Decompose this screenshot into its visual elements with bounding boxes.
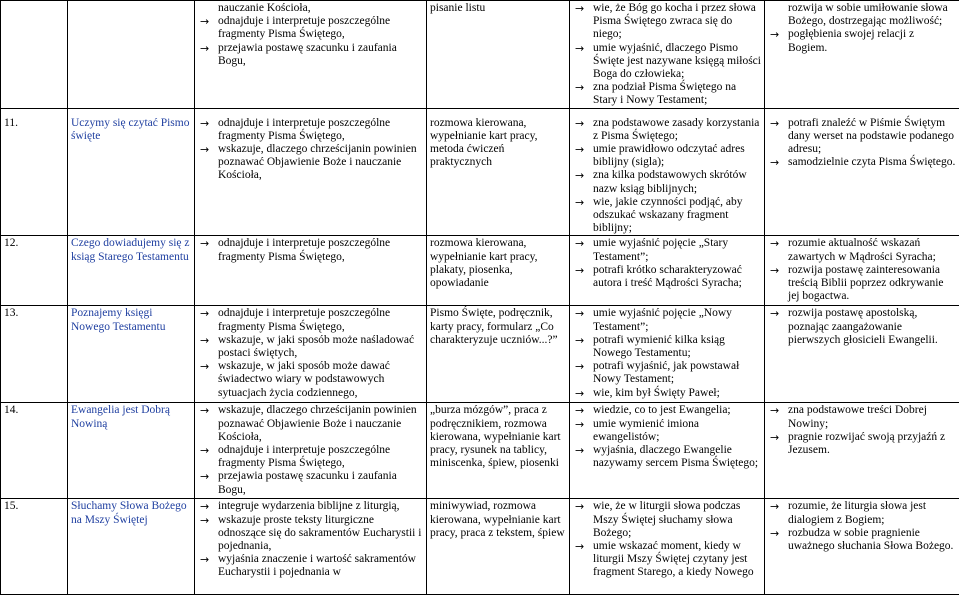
topic-num-cell: 12. [1, 236, 68, 306]
list-item: → odnajduje i interpretuje poszczególne fragmenty Pisma Świętego, [198, 117, 423, 143]
topic-title-cell: Czego dowiadujemy się z ksiąg Starego Testamentu [68, 236, 195, 306]
extended-req-cell [765, 1, 959, 109]
list-item: → zna kilka podstawowych skrótów nazw ksiąg biblijnych; [573, 169, 761, 195]
blank-cell [1, 1, 68, 109]
list-item: → rozbudza w sobie pragnienie uważnego słuchania Słowa Bożego. [768, 527, 956, 553]
list-item: → potrafi znaleźć w Piśmie Świętym dany werset na podstawie podanego adresu; [768, 117, 956, 157]
list-item: → integruje wydarzenia biblijne z liturgią, [198, 500, 423, 513]
list-item: → odnajduje i interpretuje poszczególne fragmenty Pisma Świętego, [198, 444, 423, 470]
list-item: → rozumie aktualność wskazań zawartych w Mądrości Syracha; [768, 237, 956, 263]
topic-cell: 11. [1, 108, 68, 236]
methods-cell: Pismo Święte, podręcznik, karty pracy, formularz „Co charakteryzuje uczniów...?” [427, 306, 570, 403]
list-item: → odnajduje i interpretuje poszczególne fragmenty Pisma Świętego, [198, 237, 423, 263]
topic-num-cell: 14. [1, 403, 68, 499]
list-item: → potrafi wyjaśnić, jak powstawał Nowy Testament; [573, 360, 761, 386]
list-item: → rozwija postawę apostolską, poznając zaangażowanie pierwszych głosicieli Ewangelii. [768, 307, 956, 347]
table-row [1, 403, 959, 499]
list-item: → zna podział Pisma Świętego na Stary i Nowy Testament; [573, 81, 761, 107]
list-item: → wskazuje, dlaczego chrześcijanin powinien poznawać Objawienie Boże i nauczanie Kościoła, [198, 404, 423, 444]
list-item: → potrafi wymienić kilka ksiąg Nowego Testamentu; [573, 334, 761, 360]
list-item: → samodzielnie czyta Pisma Świętego. [768, 156, 956, 169]
list-item: → wie, jakie czynności podjąć, aby odszukać wskazany fragment biblijny; [573, 196, 761, 236]
list-item: → odnajduje i interpretuje poszczególne fragmenty Pisma Świętego, [198, 307, 423, 333]
content-cell [195, 236, 427, 306]
topic-num-cell: 13. [1, 306, 68, 403]
table-row [1, 1, 959, 109]
methods-cell: rozmowa kierowana, wypełnianie kart pracy, metoda ćwiczeń praktycznych [427, 108, 570, 236]
content-cell [195, 1, 427, 109]
methods-cell: pisanie listu [427, 1, 570, 109]
list-item: → potrafi krótko scharakteryzować autora i treść Mądrości Syracha; [573, 264, 761, 290]
table-row [1, 108, 959, 236]
list-item: → umie prawidłowo odczytać adres biblijny (sigla); [573, 143, 761, 169]
basic-req-cell [570, 108, 765, 236]
table-row [1, 306, 959, 403]
basic-req-cell [570, 403, 765, 499]
methods-cell: rozmowa kierowana, wypełnianie kart pracy, plakaty, piosenka, opowiadanie [427, 236, 570, 306]
list-item: rozwija w sobie umiłowanie słowa Bożego, dostrzegając możliwość; [768, 2, 956, 28]
extended-req-cell [765, 236, 959, 306]
topic-title-cell: Poznajemy księgi Nowego Testamentu [68, 306, 195, 403]
content-cell [195, 403, 427, 499]
list-item: → pogłębienia swojej relacji z Bogiem. [768, 28, 956, 54]
content-cell [195, 306, 427, 403]
topic-cell [68, 1, 195, 109]
basic-req-cell [570, 236, 765, 306]
methods-cell: „burza mózgów”, praca z podręcznikiem, rozmowa kierowana, wypełnianie kart pracy, rysunek na tablicy, miniscenka, śpiew, piosenki [427, 403, 570, 499]
list-item: → pragnie rozwijać swoją przyjaźń z Jezusem. [768, 431, 956, 457]
topic-title-cell: Uczymy się czytać Pismo święte [68, 108, 195, 236]
basic-req-cell [570, 499, 765, 595]
list-item: → umie wyjaśnić, dlaczego Pismo Święte jest nazywane księgą miłości Boga do człowieka; [573, 42, 761, 82]
extended-req-cell [765, 499, 959, 595]
list-item: → umie wskazać moment, kiedy w liturgii Mszy Świętej czytany jest fragment Starego, a kiedy Nowego [573, 540, 761, 580]
methods-cell: miniwywiad, rozmowa kierowana, wypełnianie kart pracy, praca z tekstem, śpiew [427, 499, 570, 595]
list-item: → umie wyjaśnić pojęcie „Stary Testament”; [573, 237, 761, 263]
basic-req-cell [570, 1, 765, 109]
list-item: → wiedzie, co to jest Ewangelia; [573, 404, 761, 417]
list-item: → rozumie, że liturgia słowa jest dialogiem z Bogiem; [768, 500, 956, 526]
list-item: → wskazuje, w jaki sposób może naśladować postaci świętych, [198, 334, 423, 360]
list-item: → wskazuje, dlaczego chrześcijanin powinien poznawać Objawienie Boże i nauczanie Kościoła, [198, 143, 423, 183]
list-item: → zna podstawowe treści Dobrej Nowiny; [768, 404, 956, 430]
list-item: → wie, kim był Święty Paweł; [573, 387, 761, 400]
list-item: → odnajduje i interpretuje poszczególne fragmenty Pisma Świętego, [198, 15, 423, 41]
list-item: → wyjaśnia znaczenie i wartość sakramentów Eucharystii i pojednania w [198, 553, 423, 579]
list-item: → wyjaśnia, dlaczego Ewangelie nazywamy sercem Pisma Świętego; [573, 444, 761, 470]
list-item: → wie, że w liturgii słowa podczas Mszy Świętej słuchamy słowa Bożego; [573, 500, 761, 540]
table-row [1, 499, 959, 595]
list-item: → wskazuje proste teksty liturgiczne odnoszące się do sakramentów Eucharystii i pojednania, [198, 514, 423, 554]
list-item: → umie wymienić imiona ewangelistów; [573, 418, 761, 444]
basic-req-cell [570, 306, 765, 403]
list-item: → wie, że Bóg go kocha i przez słowa Pisma Świętego zwraca się do niego; [573, 2, 761, 42]
topic-num-cell: 15. [1, 499, 68, 595]
list-item: → przejawia postawę szacunku i zaufania Bogu, [198, 42, 423, 68]
list-item: → zna podstawowe zasady korzystania z Pisma Świętego; [573, 117, 761, 143]
extended-req-cell [765, 403, 959, 499]
table-row [1, 236, 959, 306]
extended-req-cell [765, 108, 959, 236]
list-item: → umie wyjaśnić pojęcie „Nowy Testament”; [573, 307, 761, 333]
list-item: → rozwija postawę zainteresowania treścią Biblii poprzez odkrywanie jej bogactwa. [768, 264, 956, 304]
extended-req-cell [765, 306, 959, 403]
list-item: nauczanie Kościoła, [198, 2, 423, 15]
topic-title-cell: Słuchamy Słowa Bożego na Mszy Świętej [68, 499, 195, 595]
topic-title-cell: Ewangelia jest Dobrą Nowiną [68, 403, 195, 499]
list-item: → wskazuje, w jaki sposób może dawać świadectwo wiary w podstawowych sytuacjach życia codziennego, [198, 360, 423, 400]
content-cell [195, 499, 427, 595]
content-cell [195, 108, 427, 236]
list-item: → przejawia postawę szacunku i zaufania Bogu, [198, 470, 423, 496]
